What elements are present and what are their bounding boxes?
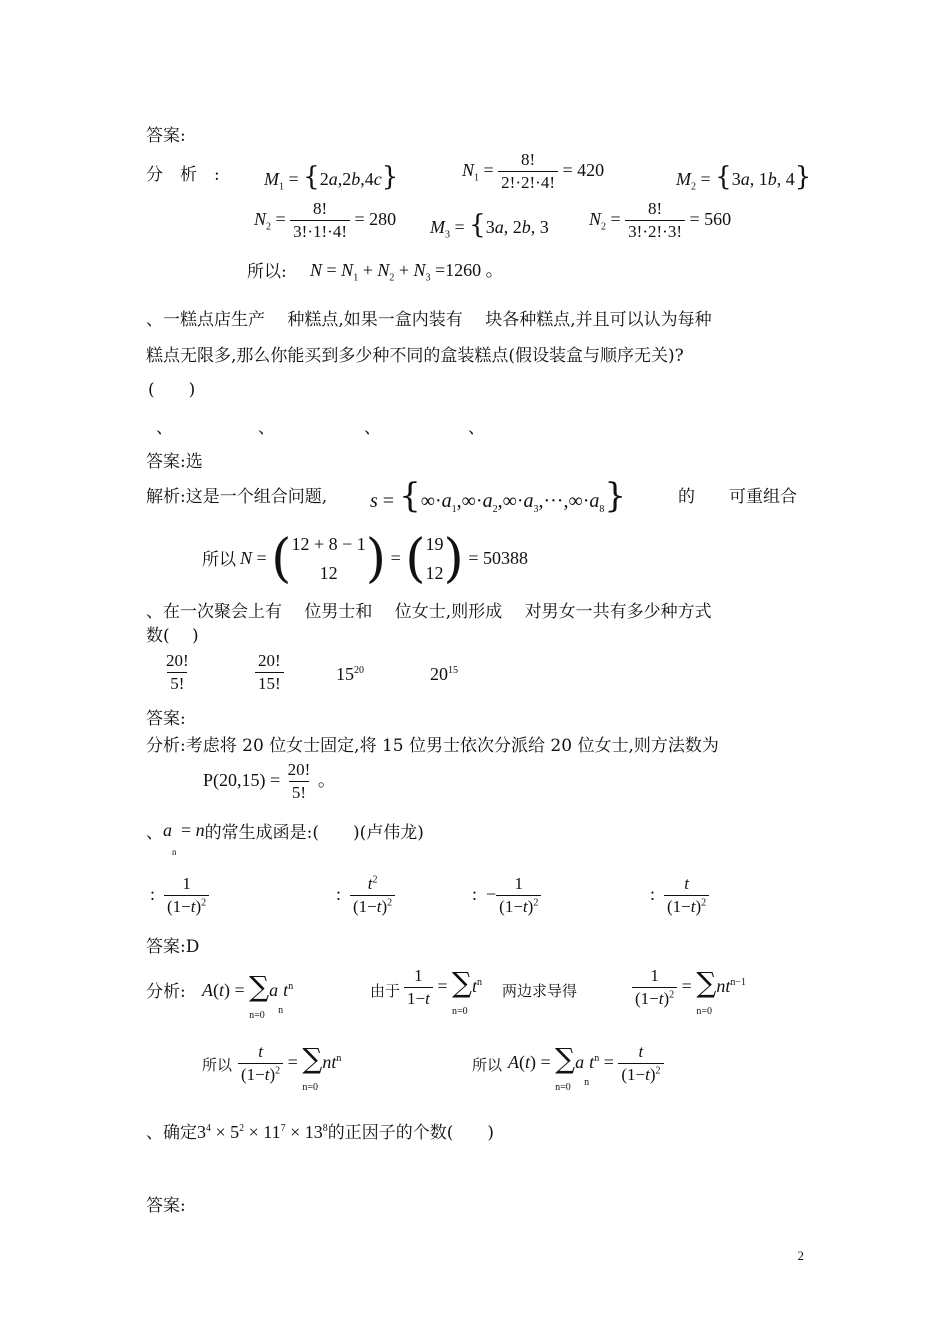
party-analysis: 分析:考虑将 20 位女士固定,将 15 位男士依次分派给 20 位女士,则方法数为 (146, 736, 719, 756)
option-c: 、 (364, 418, 381, 438)
cake-answer: 答案:选 (146, 452, 203, 472)
party-answer: 答案: (146, 709, 186, 729)
binom2-bottom: 12 (425, 563, 444, 584)
gen-geom-formula: $\frac{1}{1-t}$ = ∑ n=0 $t^n$ (404, 966, 482, 1010)
cake-analysis-prefix: 解析:这是一个组合问题, (146, 487, 328, 507)
party-option-a: $\frac{20!}{5!}$ (166, 651, 189, 694)
option-b: 、 (258, 418, 275, 438)
so2-text: 所以 (472, 1056, 503, 1074)
binom-top: 12 + 8 − 1 (291, 533, 366, 554)
gen-answer: 答案:D (146, 937, 200, 957)
cake-question-line2: 糕点无限多,那么你能买到多少种不同的盒装糕点(假设装盒与顺序无关)? (146, 346, 684, 366)
gen-question: 、$a_n = n$的常生成函是:( )(卢伟龙) (146, 820, 424, 857)
cake-analysis-suffix: 的 可重组合 (678, 487, 797, 507)
so1-text: 所以 (202, 1056, 233, 1074)
factor-answer: 答案: (146, 1196, 186, 1216)
cake-answer-paren: ( ) (148, 380, 196, 400)
gen-deriv-formula: $\frac{1}{(1-t)^2}$ = ∑ n=0 $nt^{n-1}$ (632, 966, 746, 1010)
gen-option-b: : $\frac{t^2}{(1-t)^2}$ (336, 874, 395, 918)
factor-question: 、确定$3^4 \times 5^2 \times 11^7 \times 13^8$的正因子的个数( ) (146, 1122, 495, 1143)
multiset-s: $s = \{\infty\cdot a_1,\infty\cdot a_2,\infty\cdot a_3,\cdot\cdot\cdot,\infty\cdot a_8\}$ (370, 476, 627, 516)
analysis-label: 分 析 : (146, 165, 220, 185)
gen-option-a: : $\frac{1}{(1-t)^2}$ (150, 874, 209, 918)
binom-result: = 50388 (468, 548, 528, 569)
party-option-d: $20^{15}$ (430, 664, 458, 684)
answer-label: 答案: (146, 126, 186, 146)
party-question-line1: 、在一次聚会上有 位男士和 位女士,则形成 对男女一共有多少种方式 (146, 602, 712, 622)
derive-text: 由于 (370, 982, 401, 1000)
multiset-m2: $M_2 = \{3a$, 1b, 4} (676, 162, 812, 193)
so-label-cake: 所以 (202, 550, 236, 570)
cake-question-line1: 、一糕点店生产 种糕点,如果一盒内装有 块各种糕点,并且可以认为每种 (146, 310, 712, 330)
so-label: 所以: (247, 262, 287, 282)
party-question-line2: 数( ) (146, 626, 199, 646)
option-a: 、 (156, 418, 173, 438)
binom-expression: N = ( 12 + 8 − 1 12 ) = ( 19 12 ) = 50388 (240, 529, 528, 589)
binom-bottom: 12 (319, 563, 338, 584)
party-option-c: $15^{20}$ (336, 664, 364, 684)
count-n1: $N_1$ = $\frac{8!}{2!\cdot 2!\cdot 4!}$ = 420 (462, 150, 605, 193)
so-expression: $N = N_1 + N_2 + N_3 =1260$ 。 (310, 260, 504, 284)
gen-def-formula: A(t) = ∑ n=0 $a_nt^n$ (202, 970, 294, 1021)
count-n3: $N_2$ = $\frac{8!}{3!\cdot 2!\cdot 3!}$ = 560 (589, 199, 732, 242)
perm-expression: P(20,15) = $\frac{20!}{5!}$ 。 (203, 760, 336, 803)
gen-analysis-label: 分析: (146, 982, 186, 1002)
count-n2: $N_2$ = $\frac{8!}{3!\cdot 1!\cdot 4!}$ = 280 (254, 199, 397, 242)
two-sides-text: 两边求导得 (502, 982, 578, 1000)
gen-option-c: : − $\frac{1}{(1-t)^2}$ (472, 874, 541, 918)
page-number: 2 (797, 1248, 804, 1263)
party-option-b: $\frac{20!}{15!}$ (255, 651, 284, 695)
multiset-m1: $M_1 = \{2a,2b,4c\}$ (264, 162, 399, 193)
binom2-top: 19 (425, 533, 444, 554)
option-d: 、 (468, 418, 485, 438)
gen-so1-formula: $\frac{t}{(1-t)^2}$ = ∑ n=0 $nt^n$ (238, 1042, 341, 1086)
gen-option-d: : $\frac{t}{(1-t)^2}$ (650, 874, 709, 918)
gen-so2-formula: A(t) = ∑ n=0 $a_nt^n$ = $\frac{t}{(1-t)^2}$ (508, 1042, 664, 1086)
multiset-m3: $M_3 = \{3a$, 2b, 3 (430, 210, 549, 241)
